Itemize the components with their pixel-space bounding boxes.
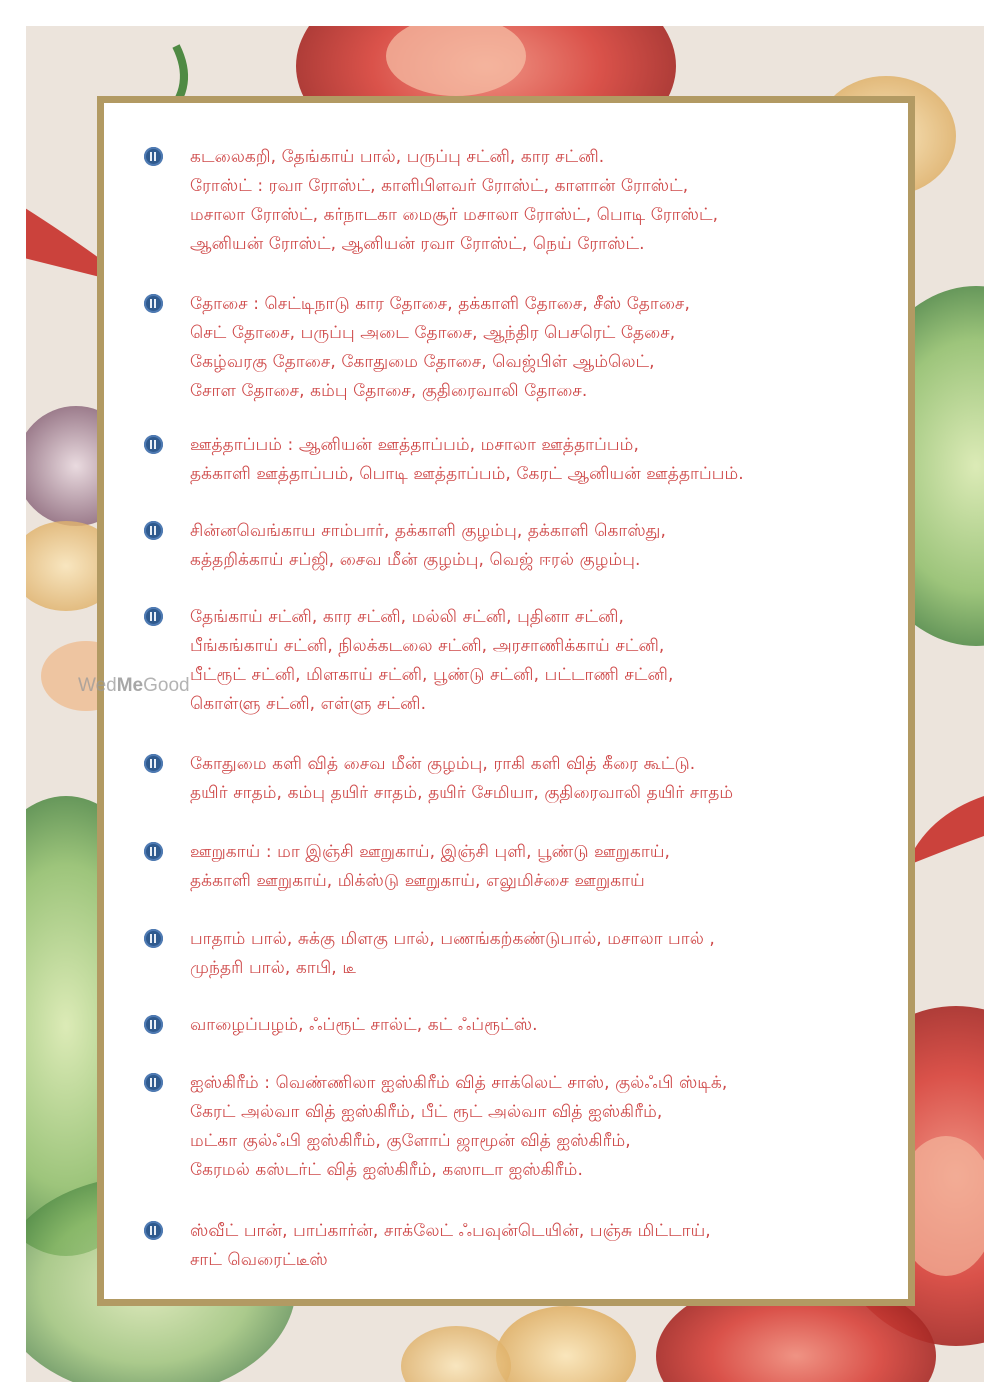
menu-line: தயிர் சாதம், கம்பு தயிர் சாதம், தயிர் சேமியா, குதிரைவாலி தயிர் சாதம் — [190, 783, 734, 803]
menu-line: தக்காளி ஊத்தாப்பம், பொடி ஊத்தாப்பம், கேரட் ஆனியன் ஊத்தாப்பம். — [190, 464, 744, 484]
menu-line: கடலைகறி, தேங்காய் பால், பருப்பு சட்னி, கார சட்னி. — [190, 147, 605, 167]
menu-item-text — [190, 517, 888, 575]
menu-panel — [97, 96, 915, 1306]
menu-line: தக்காளி ஊறுகாய், மிக்ஸ்டு ஊறுகாய், எலுமிச்சை ஊறுகாய் — [190, 871, 645, 891]
menu-line: கொள்ளு சட்னி, எள்ளு சட்னி. — [190, 694, 427, 714]
menu-line: தோசை : செட்டிநாடு கார தோசை, தக்காளி தோசை, சீஸ் தோசை, — [190, 294, 690, 314]
menu-item-text — [190, 1217, 888, 1275]
menu-item — [144, 1011, 888, 1040]
menu-line: வாழைப்பழம், ஃப்ரூட் சால்ட், கட் ஃப்ரூட்ஸ். — [190, 1015, 538, 1035]
menu-line: பீட்ரூட் சட்னி, மிளகாய் சட்னி, பூண்டு சட்னி, பட்டாணி சட்னி, — [190, 665, 674, 685]
menu-line: தேங்காய் சட்னி, கார சட்னி, மல்லி சட்னி, புதினா சட்னி, — [190, 607, 625, 627]
menu-line: ஊத்தாப்பம் : ஆனியன் ஊத்தாப்பம், மசாலா ஊத்தாப்பம், — [190, 435, 639, 455]
menu-item — [144, 1217, 888, 1275]
menu-item — [144, 750, 888, 808]
fork-knife-icon — [144, 929, 163, 948]
fork-knife-icon — [144, 754, 163, 773]
menu-list — [104, 103, 908, 1299]
menu-line: ரோஸ்ட் : ரவா ரோஸ்ட், காளிபிளவர் ரோஸ்ட், காளான் ரோஸ்ட், — [190, 176, 689, 196]
menu-item — [144, 143, 888, 259]
menu-line: ஸ்வீட் பான், பாப்கார்ன், சாக்லேட் ஃபவுன்டெயின், பஞ்சு மிட்டாய், — [190, 1221, 711, 1241]
menu-line: சோள தோசை, கம்பு தோசை, குதிரைவாலி தோசை. — [190, 381, 588, 401]
fork-knife-icon — [144, 521, 163, 540]
menu-item-text — [190, 750, 888, 808]
menu-item — [144, 431, 888, 489]
menu-item — [144, 517, 888, 575]
menu-line: கேரட் அல்வா வித் ஐஸ்கிரீம், பீட் ரூட் அல்வா வித் ஐஸ்கிரீம், — [190, 1102, 663, 1122]
menu-item-text — [190, 838, 888, 896]
menu-line: கேழ்வரகு தோசை, கோதுமை தோசை, வெஜ்பிள் ஆம்லெட், — [190, 352, 655, 372]
fork-knife-icon — [144, 607, 163, 626]
fork-knife-icon — [144, 842, 163, 861]
menu-item-text — [190, 603, 888, 719]
watermark: WedMeGood — [78, 675, 190, 696]
fork-knife-icon — [144, 1073, 163, 1092]
menu-line: கோதுமை களி வித் சைவ மீன் குழம்பு, ராகி களி வித் கீரை கூட்டு. — [190, 754, 696, 774]
menu-item — [144, 925, 888, 983]
fork-knife-icon — [144, 435, 163, 454]
menu-line: சின்னவெங்காய சாம்பார், தக்காளி குழம்பு, தக்காளி கொஸ்து, — [190, 521, 667, 541]
menu-line: கேரமல் கஸ்டர்ட் வித் ஐஸ்கிரீம், கஸாடா ஐஸ்கிரீம். — [190, 1160, 583, 1180]
menu-item-text — [190, 290, 888, 406]
menu-line: செட் தோசை, பருப்பு அடை தோசை, ஆந்திர பெசரெட் தேசை, — [190, 323, 676, 343]
menu-line: ஆனியன் ரோஸ்ட், ஆனியன் ரவா ரோஸ்ட், நெய் ரோஸ்ட். — [190, 234, 645, 254]
menu-item-text — [190, 925, 888, 983]
fork-knife-icon — [144, 294, 163, 313]
menu-item — [144, 290, 888, 406]
menu-line: கத்தறிக்காய் சப்ஜி, சைவ மீன் குழம்பு, வெஜ் ஈரல் குழம்பு. — [190, 550, 641, 570]
menu-item — [144, 1069, 888, 1185]
menu-line: ஐஸ்கிரீம் : வெண்ணிலா ஐஸ்கிரீம் வித் சாக்லெட் சாஸ், குல்ஃபி ஸ்டிக், — [190, 1073, 728, 1093]
menu-item-text — [190, 1011, 888, 1040]
fork-knife-icon — [144, 1221, 163, 1240]
menu-item-text — [190, 143, 888, 259]
menu-item — [144, 838, 888, 896]
menu-line: சாட் வெரைட்டீஸ் — [190, 1250, 328, 1270]
menu-item-text — [190, 431, 888, 489]
menu-line: மசாலா ரோஸ்ட், கர்நாடகா மைசூர் மசாலா ரோஸ்ட், பொடி ரோஸ்ட், — [190, 205, 719, 225]
menu-item-text — [190, 1069, 888, 1185]
fork-knife-icon — [144, 1015, 163, 1034]
menu-line: பீங்கங்காய் சட்னி, நிலக்கடலை சட்னி, அரசாணிக்காய் சட்னி, — [190, 636, 665, 656]
menu-item — [144, 603, 888, 719]
menu-line: ஊறுகாய் : மா இஞ்சி ஊறுகாய், இஞ்சி புளி, பூண்டு ஊறுகாய், — [190, 842, 671, 862]
fork-knife-icon — [144, 147, 163, 166]
menu-line: மட்கா குல்ஃபி ஐஸ்கிரீம், குளோப் ஜாமூன் வித் ஐஸ்கிரீம், — [190, 1131, 631, 1151]
menu-line: முந்தரி பால், காபி, டீ — [190, 958, 356, 978]
menu-line: பாதாம் பால், சுக்கு மிளகு பால், பணங்கற்கண்டுபால், மசாலா பால் , — [190, 929, 715, 949]
